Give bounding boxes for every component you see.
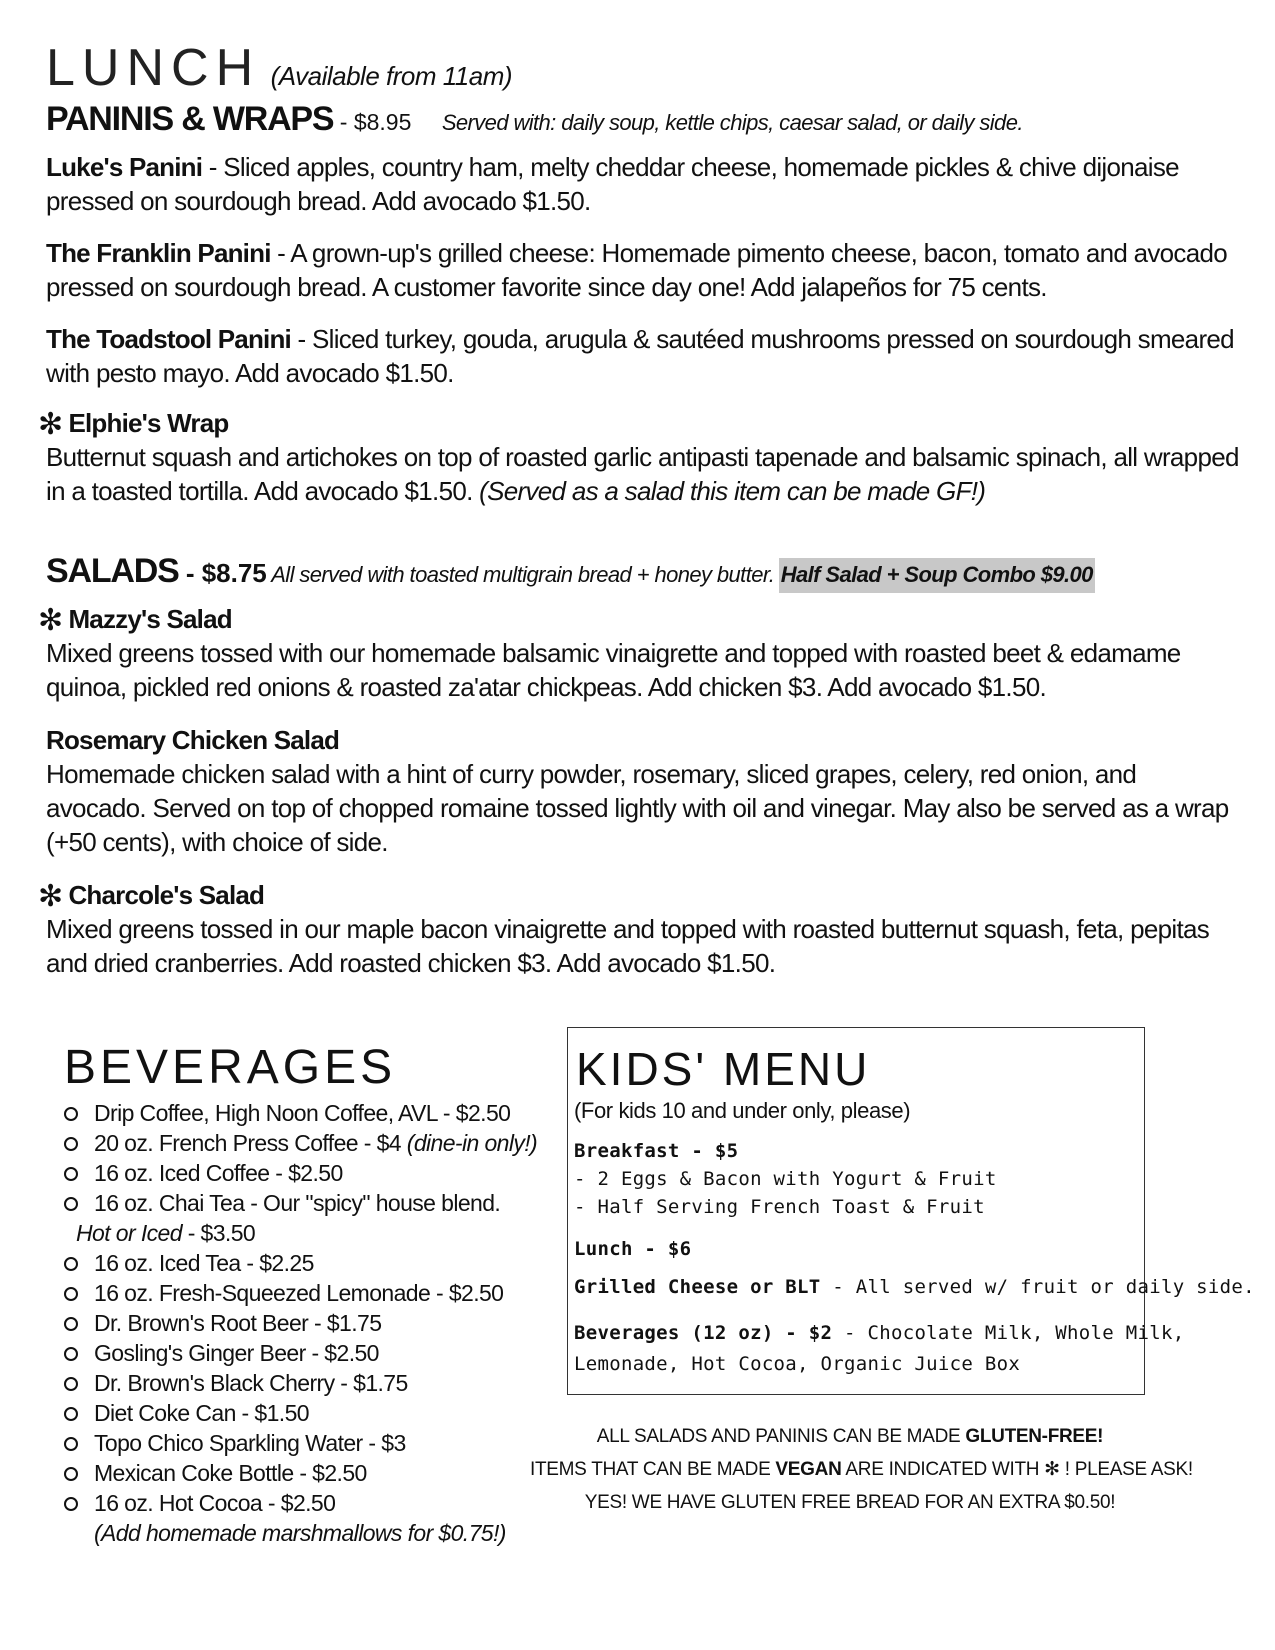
kids-menu-title: KIDS' MENU bbox=[576, 1043, 871, 1095]
item-name: Rosemary Chicken Salad bbox=[46, 725, 340, 755]
list-item bbox=[64, 1488, 544, 1548]
salads-header bbox=[46, 552, 1095, 591]
kids-lunch-item-name: Grilled Cheese or BLT bbox=[574, 1276, 821, 1298]
item-separator: - bbox=[290, 324, 312, 354]
list-item bbox=[64, 1128, 544, 1158]
item-name: The Toadstool Panini bbox=[46, 324, 291, 354]
kids-breakfast-item: - Half Serving French Toast & Fruit bbox=[574, 1196, 985, 1218]
item-description: Sliced turkey, gouda, arugula & sautéed mushrooms pressed on sourdough smeared with pesto mayo. Add avocado $1.50. bbox=[46, 324, 1234, 388]
menu-item bbox=[46, 723, 1241, 859]
menu-item bbox=[46, 236, 1241, 304]
circle-bullet-icon bbox=[64, 1437, 78, 1451]
list-item bbox=[64, 1398, 544, 1428]
circle-bullet-icon bbox=[64, 1467, 78, 1481]
paninis-title: PANINIS & WRAPS bbox=[46, 100, 334, 138]
kids-beverages bbox=[574, 1322, 1184, 1344]
list-item bbox=[64, 1248, 544, 1278]
list-item bbox=[64, 1428, 544, 1458]
paninis-note: Served with: daily soup, kettle chips, caesar salad, or daily side. bbox=[441, 110, 1023, 135]
circle-bullet-icon bbox=[64, 1257, 78, 1271]
paninis-price: - $8.95 bbox=[333, 109, 412, 135]
item-separator: - bbox=[202, 152, 224, 182]
combo-badge: Half Salad + Soup Combo $9.00 bbox=[779, 558, 1095, 593]
item-description: A grown-up's grilled cheese: Homemade pimento cheese, bacon, tomato and avocado pressed on sourdough bread. A customer favorite since day one! Add jalapeños for 75 cents. bbox=[46, 238, 1228, 302]
dietary-notes bbox=[530, 1420, 1193, 1519]
kids-beverages-list: - Chocolate Milk, Whole Milk, bbox=[832, 1322, 1185, 1344]
lunch-header bbox=[46, 38, 512, 98]
item-description: Sliced apples, country ham, melty cheddar cheese, homemade pickles & chive dijonaise pressed on sourdough bread. Add avocado $1.50. bbox=[46, 152, 1179, 216]
kids-beverages-price: - $2 bbox=[773, 1322, 833, 1344]
kids-lunch-label: Lunch - $6 bbox=[574, 1238, 692, 1260]
paninis-header bbox=[46, 100, 1023, 139]
beverages-list bbox=[64, 1098, 544, 1548]
salads-title: SALADS bbox=[46, 552, 179, 590]
item-name: Elphie's Wrap bbox=[68, 408, 229, 438]
item-description: Homemade chicken salad with a hint of curry powder, rosemary, sliced grapes, celery, red onion, and avocado. Served on top of chopped romaine tossed lightly with oil and vinegar. May also be served as a wrap (+50 cents), with choice of side. bbox=[46, 759, 1229, 857]
beverage-text: Topo Chico Sparkling Water - $3 bbox=[94, 1430, 406, 1456]
beverage-text: Gosling's Ginger Beer - $2.50 bbox=[94, 1340, 379, 1366]
list-item bbox=[64, 1368, 544, 1398]
vegan-icon: ✻ bbox=[38, 604, 63, 637]
beverage-text: Drip Coffee, High Noon Coffee, AVL - $2.50 bbox=[94, 1100, 511, 1126]
menu-item bbox=[38, 406, 1241, 508]
beverage-price: - $3.50 bbox=[181, 1220, 256, 1246]
list-item bbox=[64, 1188, 544, 1248]
beverage-text: Dr. Brown's Black Cherry - $1.75 bbox=[94, 1370, 408, 1396]
item-description: Butternut squash and artichokes on top of roasted garlic antipasti tapenade and balsamic spinach, all wrapped in a toasted tortilla. Add avocado $1.50. bbox=[46, 442, 1239, 506]
beverage-text: 16 oz. Iced Coffee - $2.50 bbox=[94, 1160, 343, 1186]
kids-lunch-item-note: - All served w/ fruit or daily side. bbox=[820, 1276, 1255, 1298]
item-name: The Franklin Panini bbox=[46, 238, 271, 268]
beverage-text: 16 oz. Hot Cocoa - $2.50 bbox=[94, 1490, 336, 1516]
kids-breakfast-label: Breakfast - $5 bbox=[574, 1140, 739, 1162]
salads-note: All served with toasted multigrain bread + honey butter. bbox=[271, 562, 775, 587]
circle-bullet-icon bbox=[64, 1167, 78, 1181]
beverage-note: Hot or Iced bbox=[76, 1220, 182, 1246]
kids-lunch-item bbox=[574, 1276, 1255, 1298]
menu-item bbox=[38, 602, 1241, 704]
beverage-note: (dine-in only!) bbox=[406, 1130, 538, 1156]
circle-bullet-icon bbox=[64, 1407, 78, 1421]
list-item bbox=[64, 1158, 544, 1188]
kids-beverages-list: Lemonade, Hot Cocoa, Organic Juice Box bbox=[574, 1353, 1021, 1375]
circle-bullet-icon bbox=[64, 1137, 78, 1151]
beverage-text: 16 oz. Chai Tea - Our "spicy" house blend. bbox=[94, 1190, 501, 1216]
list-item bbox=[64, 1308, 544, 1338]
circle-bullet-icon bbox=[64, 1107, 78, 1121]
gluten-free-bread-note: YES! WE HAVE GLUTEN FREE BREAD FOR AN EXTRA $0.50! bbox=[584, 1492, 1116, 1513]
circle-bullet-icon bbox=[64, 1497, 78, 1511]
circle-bullet-icon bbox=[64, 1287, 78, 1301]
circle-bullet-icon bbox=[64, 1317, 78, 1331]
beverages-title: BEVERAGES bbox=[64, 1041, 397, 1094]
kids-menu-subtitle: (For kids 10 and under only, please) bbox=[574, 1098, 911, 1123]
list-item bbox=[64, 1098, 544, 1128]
list-item bbox=[64, 1278, 544, 1308]
menu-item bbox=[46, 322, 1241, 390]
beverage-text: 20 oz. French Press Coffee - $4 bbox=[94, 1130, 407, 1156]
menu-item bbox=[46, 150, 1241, 218]
note-text: ARE INDICATED WITH ✻ ! PLEASE ASK! bbox=[841, 1459, 1193, 1480]
circle-bullet-icon bbox=[64, 1197, 78, 1211]
item-name: Mazzy's Salad bbox=[68, 604, 232, 634]
lunch-title: LUNCH bbox=[46, 39, 261, 97]
kids-menu-box bbox=[567, 1027, 1255, 1395]
note-emphasis: VEGAN bbox=[775, 1459, 842, 1480]
beverage-text: 16 oz. Iced Tea - $2.25 bbox=[94, 1250, 314, 1276]
item-description: Mixed greens tossed with our homemade balsamic vinaigrette and topped with roasted beet & edamame quinoa, pickled red onions & roasted za'atar chickpeas. Add chicken $3. Add avocado $1.50. bbox=[46, 638, 1181, 702]
beverage-text: Dr. Brown's Root Beer - $1.75 bbox=[94, 1310, 382, 1336]
list-item bbox=[64, 1458, 544, 1488]
item-name: Charcole's Salad bbox=[68, 880, 265, 910]
note-text: ITEMS THAT CAN BE MADE bbox=[530, 1459, 776, 1480]
vegan-note bbox=[530, 1453, 1193, 1486]
list-item bbox=[64, 1338, 544, 1368]
salads-price: - $8.75 bbox=[178, 558, 267, 588]
item-note: (Served as a salad this item can be made GF!) bbox=[479, 476, 986, 506]
circle-bullet-icon bbox=[64, 1377, 78, 1391]
note-emphasis: GLUTEN-FREE! bbox=[965, 1426, 1104, 1447]
kids-breakfast-item: - 2 Eggs & Bacon with Yogurt & Fruit bbox=[574, 1168, 997, 1190]
beverage-text: Mexican Coke Bottle - $2.50 bbox=[94, 1460, 367, 1486]
item-name: Luke's Panini bbox=[46, 152, 203, 182]
beverage-note: (Add homemade marshmallows for $0.75!) bbox=[94, 1520, 506, 1546]
kids-beverages-label: Beverages (12 oz) bbox=[574, 1322, 774, 1344]
gluten-free-note bbox=[530, 1420, 1170, 1453]
vegan-icon: ✻ bbox=[38, 408, 63, 441]
beverage-text: Diet Coke Can - $1.50 bbox=[94, 1400, 309, 1426]
lunch-availability: (Available from 11am) bbox=[270, 61, 513, 91]
item-separator: - bbox=[270, 238, 291, 268]
item-description: Mixed greens tossed in our maple bacon vinaigrette and topped with roasted butternut squash, feta, pepitas and dried cranberries. Add roasted chicken $3. Add avocado $1.50. bbox=[46, 914, 1210, 978]
note-text: ALL SALADS AND PANINIS CAN BE MADE bbox=[596, 1426, 966, 1447]
beverage-text: 16 oz. Fresh-Squeezed Lemonade - $2.50 bbox=[94, 1280, 504, 1306]
menu-item bbox=[38, 878, 1241, 980]
circle-bullet-icon bbox=[64, 1347, 78, 1361]
vegan-icon: ✻ bbox=[38, 880, 63, 913]
